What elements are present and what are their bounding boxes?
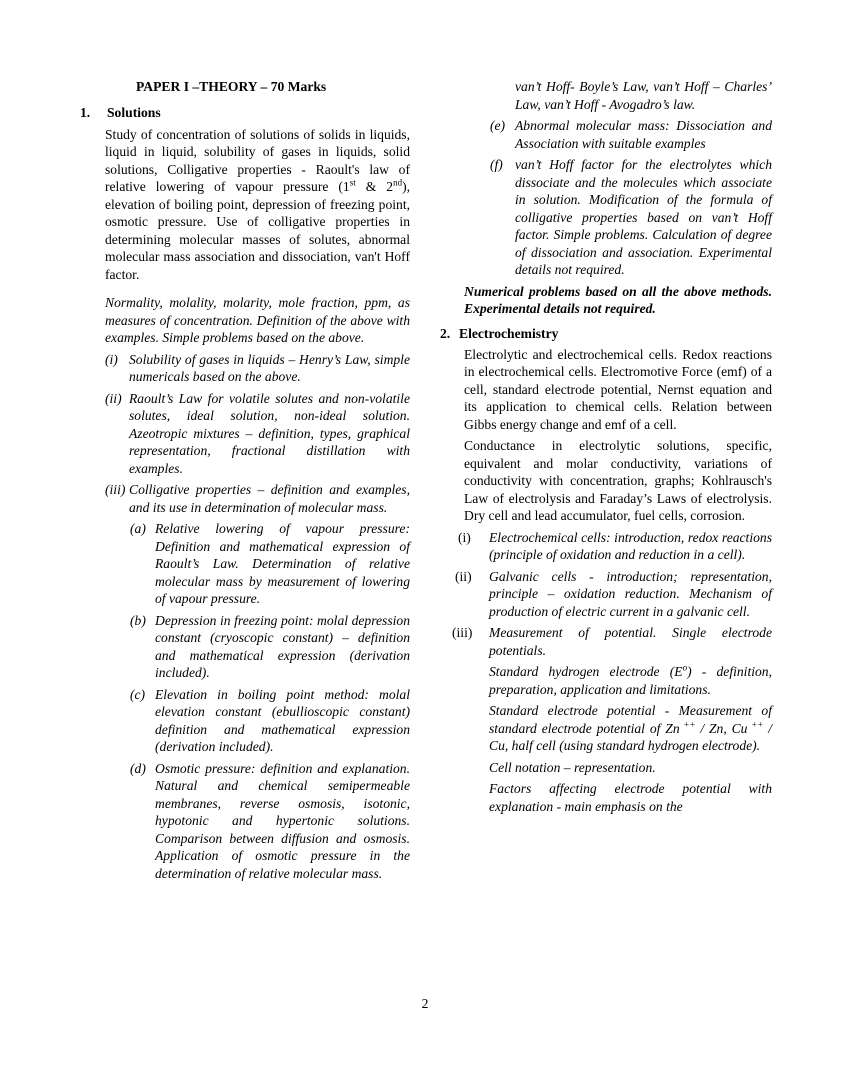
superscript: nd xyxy=(393,177,403,188)
list-item-text: Solubility of gases in liquids – Henry’s Law, simple numericals based on the above. xyxy=(129,351,410,384)
list-item-text: Depression in freezing point: molal depression constant (cryoscopic constant) – definition and mathematical expression (derivation included). xyxy=(155,612,410,680)
electrochemistry-paragraph-1: Electrolytic and electrochemical cells. Redox reactions in electrochemical cells. Electromotive Force (emf) of a cell, standard electrode potential, Nernst equation and its application to chemical cells. Relation between Gibbs energy change and emf of a cell. xyxy=(464,346,772,432)
list-item-text: Elevation in boiling point method: molal elevation constant (ebullioscopic constant) definition and mathematical expression (derivation included). xyxy=(155,686,410,754)
list-item xyxy=(105,481,410,516)
list-item xyxy=(455,568,772,621)
superscript: o xyxy=(682,662,688,673)
list-marker: (e) xyxy=(490,118,506,133)
section-2-heading xyxy=(440,325,772,343)
solutions-intro xyxy=(105,126,410,284)
text: Standard electrode potential - Measurement of standard electrode potential of Zn xyxy=(489,703,772,736)
standard-hydrogen-electrode xyxy=(489,663,772,698)
numerical-problems-note: Numerical problems based on all the above methods. Experimental details not required. xyxy=(464,283,772,316)
list-item-text: Raoult’s Law for volatile solutes and non-volatile solutes, ideal solution, non-ideal solution. Azeotropic mixtures – definition, types, graphical representation, fractional distillation with examples. xyxy=(129,390,410,476)
sub-list-item xyxy=(490,117,772,152)
text: / Zn, Cu xyxy=(695,720,748,736)
left-column xyxy=(80,78,410,882)
list-item xyxy=(105,351,410,386)
list-marker: (i) xyxy=(105,351,118,367)
page-number: 2 xyxy=(421,996,429,1011)
sub-list-item xyxy=(130,520,410,608)
text: / Cu, half cell (using standard hydrogen electrode). xyxy=(489,720,772,753)
list-marker: (i) xyxy=(458,529,471,545)
intro-text: & 2 xyxy=(355,179,394,194)
list-item-text: Galvanic cells - introduction; representation, principle – oxidation reduction. Mechanism of production of electric current in a galvanic cell. xyxy=(489,568,772,619)
list-item-text: Abnormal molecular mass: Dissociation and Association with suitable examples xyxy=(515,118,772,151)
standard-electrode-potential xyxy=(489,702,772,755)
superscript: st xyxy=(349,177,356,188)
list-item xyxy=(458,529,772,564)
factors-electrode-potential: Factors affecting electrode potential with explanation - main emphasis on the xyxy=(489,781,772,814)
list-marker: (iii) xyxy=(452,625,473,640)
list-marker: (c) xyxy=(130,686,146,702)
electrochemistry-paragraph-2: Conductance in electrolytic solutions, specific, equivalent and molar conductivity, variations of conductivity with concentration, graphs; Kohlrausch's Law of electrolysis and Faraday’s Laws of electrolysis. Dry cell and lead accumulator, fuel cells, corrosion. xyxy=(464,438,772,523)
text: ) - definition, preparation, application and limitations. xyxy=(489,664,772,697)
list-marker: (f) xyxy=(490,157,503,172)
cell-notation: Cell notation – representation. xyxy=(489,759,656,775)
list-item-text: Electrochemical cells: introduction, redox reactions (principle of oxidation and reduction in a cell). xyxy=(489,529,772,562)
concentration-paragraph: Normality, molality, molarity, mole fraction, ppm, as measures of concentration. Definition of the above with examples. Simple problems based on the above. xyxy=(105,295,410,345)
section-number: 1. xyxy=(80,104,91,120)
sub-list-item xyxy=(130,686,410,756)
sub-list-item xyxy=(490,156,772,279)
list-item-text: Osmotic pressure: definition and explanation. Natural and chemical semipermeable membranes, reverse osmosis, isotonic, hypotonic and hypertonic solutions. Comparison between diffusion and osmosis. Application of osmotic pressure in the determination of relative molecular mass. xyxy=(155,760,410,881)
item-d-continuation: van’t Hoff- Boyle’s Law, van’t Hoff – Charles’ Law, van’t Hoff - Avogadro’s law. xyxy=(515,79,772,112)
intro-text: ), elevation of boiling point, depression of freezing point, osmotic pressure. Use of colligative properties in determining molecular masses of solutes, abnormal molecular mass association and dissociation, van't Hoff factor. xyxy=(105,179,410,282)
list-marker: (b) xyxy=(130,612,146,628)
list-item xyxy=(105,390,410,478)
right-column xyxy=(440,78,772,815)
list-item-text: Measurement of potential. Single electrode potentials. xyxy=(489,625,772,658)
list-marker: (ii) xyxy=(105,390,122,406)
sub-list-item xyxy=(130,760,410,883)
list-marker: (ii) xyxy=(455,568,472,584)
superscript: ++ xyxy=(747,718,764,729)
section-number: 2. xyxy=(440,325,451,341)
section-title: Solutions xyxy=(107,104,161,120)
list-item-text: van’t Hoff factor for the electrolytes which dissociate and the molecules which associate in solution. Modification of the formula of colligative properties based on van’t Hoff factor. Simple problems. Calculation of degree of dissociation and association. Experimental details not required. xyxy=(515,157,772,277)
sub-list-item xyxy=(130,612,410,682)
section-title: Electrochemistry xyxy=(459,325,559,341)
list-item-text: Colligative properties – definition and examples, and its use in determination of molecular mass. xyxy=(129,482,410,515)
superscript: ++ xyxy=(679,718,696,729)
paper-title: PAPER I –THEORY – 70 Marks xyxy=(136,79,327,94)
list-marker: (a) xyxy=(130,521,146,536)
list-item xyxy=(452,624,772,659)
text: Standard hydrogen electrode (E xyxy=(489,664,683,679)
list-item-text: Relative lowering of vapour pressure: Definition and mathematical expression of Raoult’s Law. Determination of relative molecular mass by measurement of lowering of vapour pressure. xyxy=(155,521,410,606)
list-marker: (d) xyxy=(130,760,146,776)
intro-text: Study of concentration of solutions of solids in liquids, liquid in liquid, solubility of gases in liquids, solid solutions, Colligative properties - Raoult's law of relative lowering of vapour pressure (1 xyxy=(105,126,410,194)
section-1-heading xyxy=(80,104,410,122)
list-marker: (iii) xyxy=(105,482,126,497)
